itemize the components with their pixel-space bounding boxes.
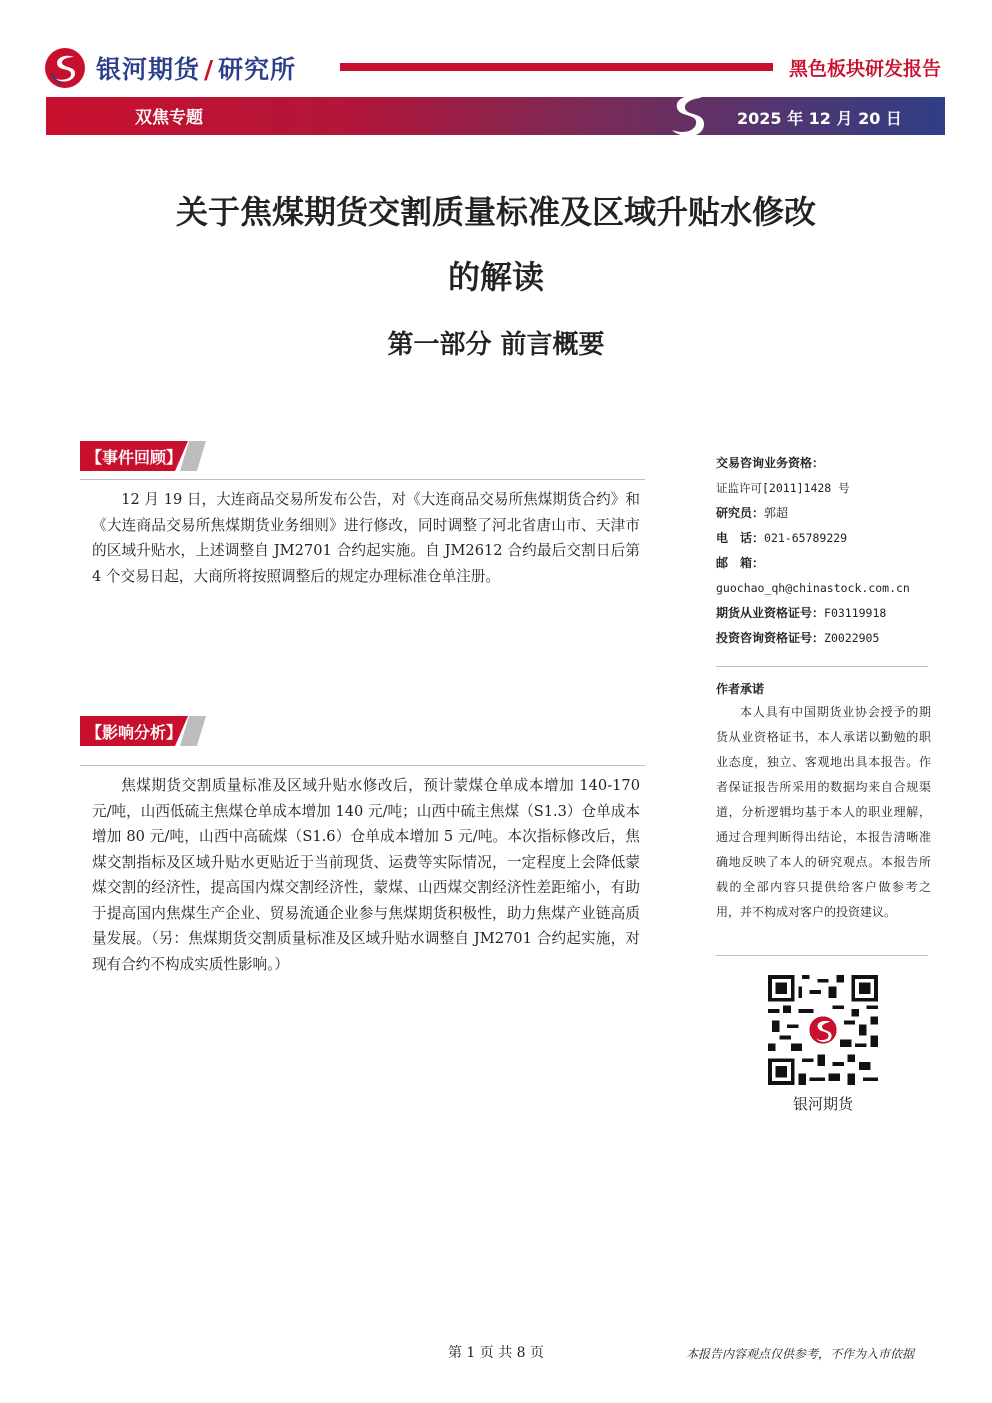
report-topic: 双焦专题 <box>135 108 203 128</box>
qr-code-label: 银河期货 <box>792 1095 853 1113</box>
advisory-cert-value: Z0022905 <box>824 631 880 645</box>
section-tag-label: 【影响分析】 <box>86 723 183 742</box>
section-divider <box>80 479 645 480</box>
disclaimer-note: 本报告内容观点仅供参考，不作为入市依据 <box>686 1347 915 1361</box>
sidebar-divider <box>716 955 928 956</box>
phone-row: 电 话：021-65789229 <box>716 531 848 545</box>
event-review-paragraph: 12 月 19 日，大连商品交易所发布公告，对《大连商品交易所焦煤期货合约》和《大连商品交易所焦煤期货业务细则》进行修改，同时调整了河北省唐山市、天津市的区域升贴水，上述调整自 JM2701 合约起实施。自 JM2612 合约最后交割日后第 4 个交易日起，大商所将按照调整后的规定办理标准仓单注册。 <box>92 491 640 585</box>
phone-value: 021-65789229 <box>764 531 848 545</box>
pledge-title: 作者承诺 <box>716 682 765 696</box>
email-label-row: 邮 箱： <box>716 556 765 570</box>
header-accent-line <box>340 63 773 71</box>
futures-cert-value: F03119918 <box>824 606 887 620</box>
section-tag-event-review <box>80 441 210 471</box>
section-divider <box>80 765 645 766</box>
qr-code-icon <box>768 975 878 1085</box>
report-title-line-2: 的解读 <box>447 258 544 296</box>
report-title-line-1: 关于焦煤期货交割质量标准及区域升贴水修改 <box>175 193 816 231</box>
pledge-text: 本人具有中国期货业协会授予的期货从业资格证书，本人承诺以勤勉的职业态度，独立、客观地出具本报告。作者保证报告所采用的数据均来自合规渠道，分析逻辑均基于本人的职业理解，通过合理判断得出结论，本报告清晰准确地反映了本人的研究观点。本报告所载的全部内容只提供给客户做参考之用，并不构成对客户的投资建议。 <box>716 705 931 919</box>
qualification-label: 交易咨询业务资格： <box>716 456 825 470</box>
galaxy-logo-icon <box>44 47 86 89</box>
researcher-row: 研究员：郭超 <box>716 506 789 520</box>
section-tag-label: 【事件回顾】 <box>86 448 183 467</box>
page-number: 第 1 页 共 8 页 <box>447 1345 545 1361</box>
report-date: 2025 年 12 月 20 日 <box>737 109 902 128</box>
brand-logo-text: 银河期货 / 研究所 <box>96 55 297 84</box>
section-heading: 第一部分 前言概要 <box>387 330 605 360</box>
sidebar-divider <box>716 666 928 667</box>
report-type: 黑色板块研发报告 <box>789 58 942 80</box>
impact-analysis-paragraph: 焦煤期货交割质量标准及区域升贴水修改后，预计蒙煤仓单成本增加 140-170 元/吨，山西低硫主焦煤仓单成本增加 140 元/吨；山西中硫主焦煤（S1.3）仓单成本增加 80 元/吨，山西中高硫煤（S1.6）仓单成本增加 5 元/吨。本次指标修改后，焦煤交割指标及区域升贴水更贴近于当前现货、运费等实际情况，一定程度上会降低蒙煤交割的经济性，提高国内煤交割经济性，蒙煤、山西煤交割经济性差距缩小，有助于提高国内焦煤生产企业、贸易流通企业参与焦煤期货积极性，助力焦煤产业链高质量发展。（另：焦煤期货交割质量标准及区域升贴水调整自 JM2701 合约起实施，对现有合约不构成实质性影响。） <box>92 777 640 973</box>
qualification-value: 证监许可[2011]1428 号 <box>716 481 850 495</box>
section-tag-impact-analysis <box>80 716 210 746</box>
futures-cert-row: 期货从业资格证号：F03119918 <box>716 606 887 620</box>
swoosh-s-icon <box>664 92 710 140</box>
email-value[interactable]: guochao_qh@chinastock.com.cn <box>716 581 910 595</box>
advisory-cert-row: 投资咨询资格证号：Z0022905 <box>716 631 880 645</box>
researcher-name: 郭超 <box>764 506 789 520</box>
analyst-info <box>716 451 936 651</box>
